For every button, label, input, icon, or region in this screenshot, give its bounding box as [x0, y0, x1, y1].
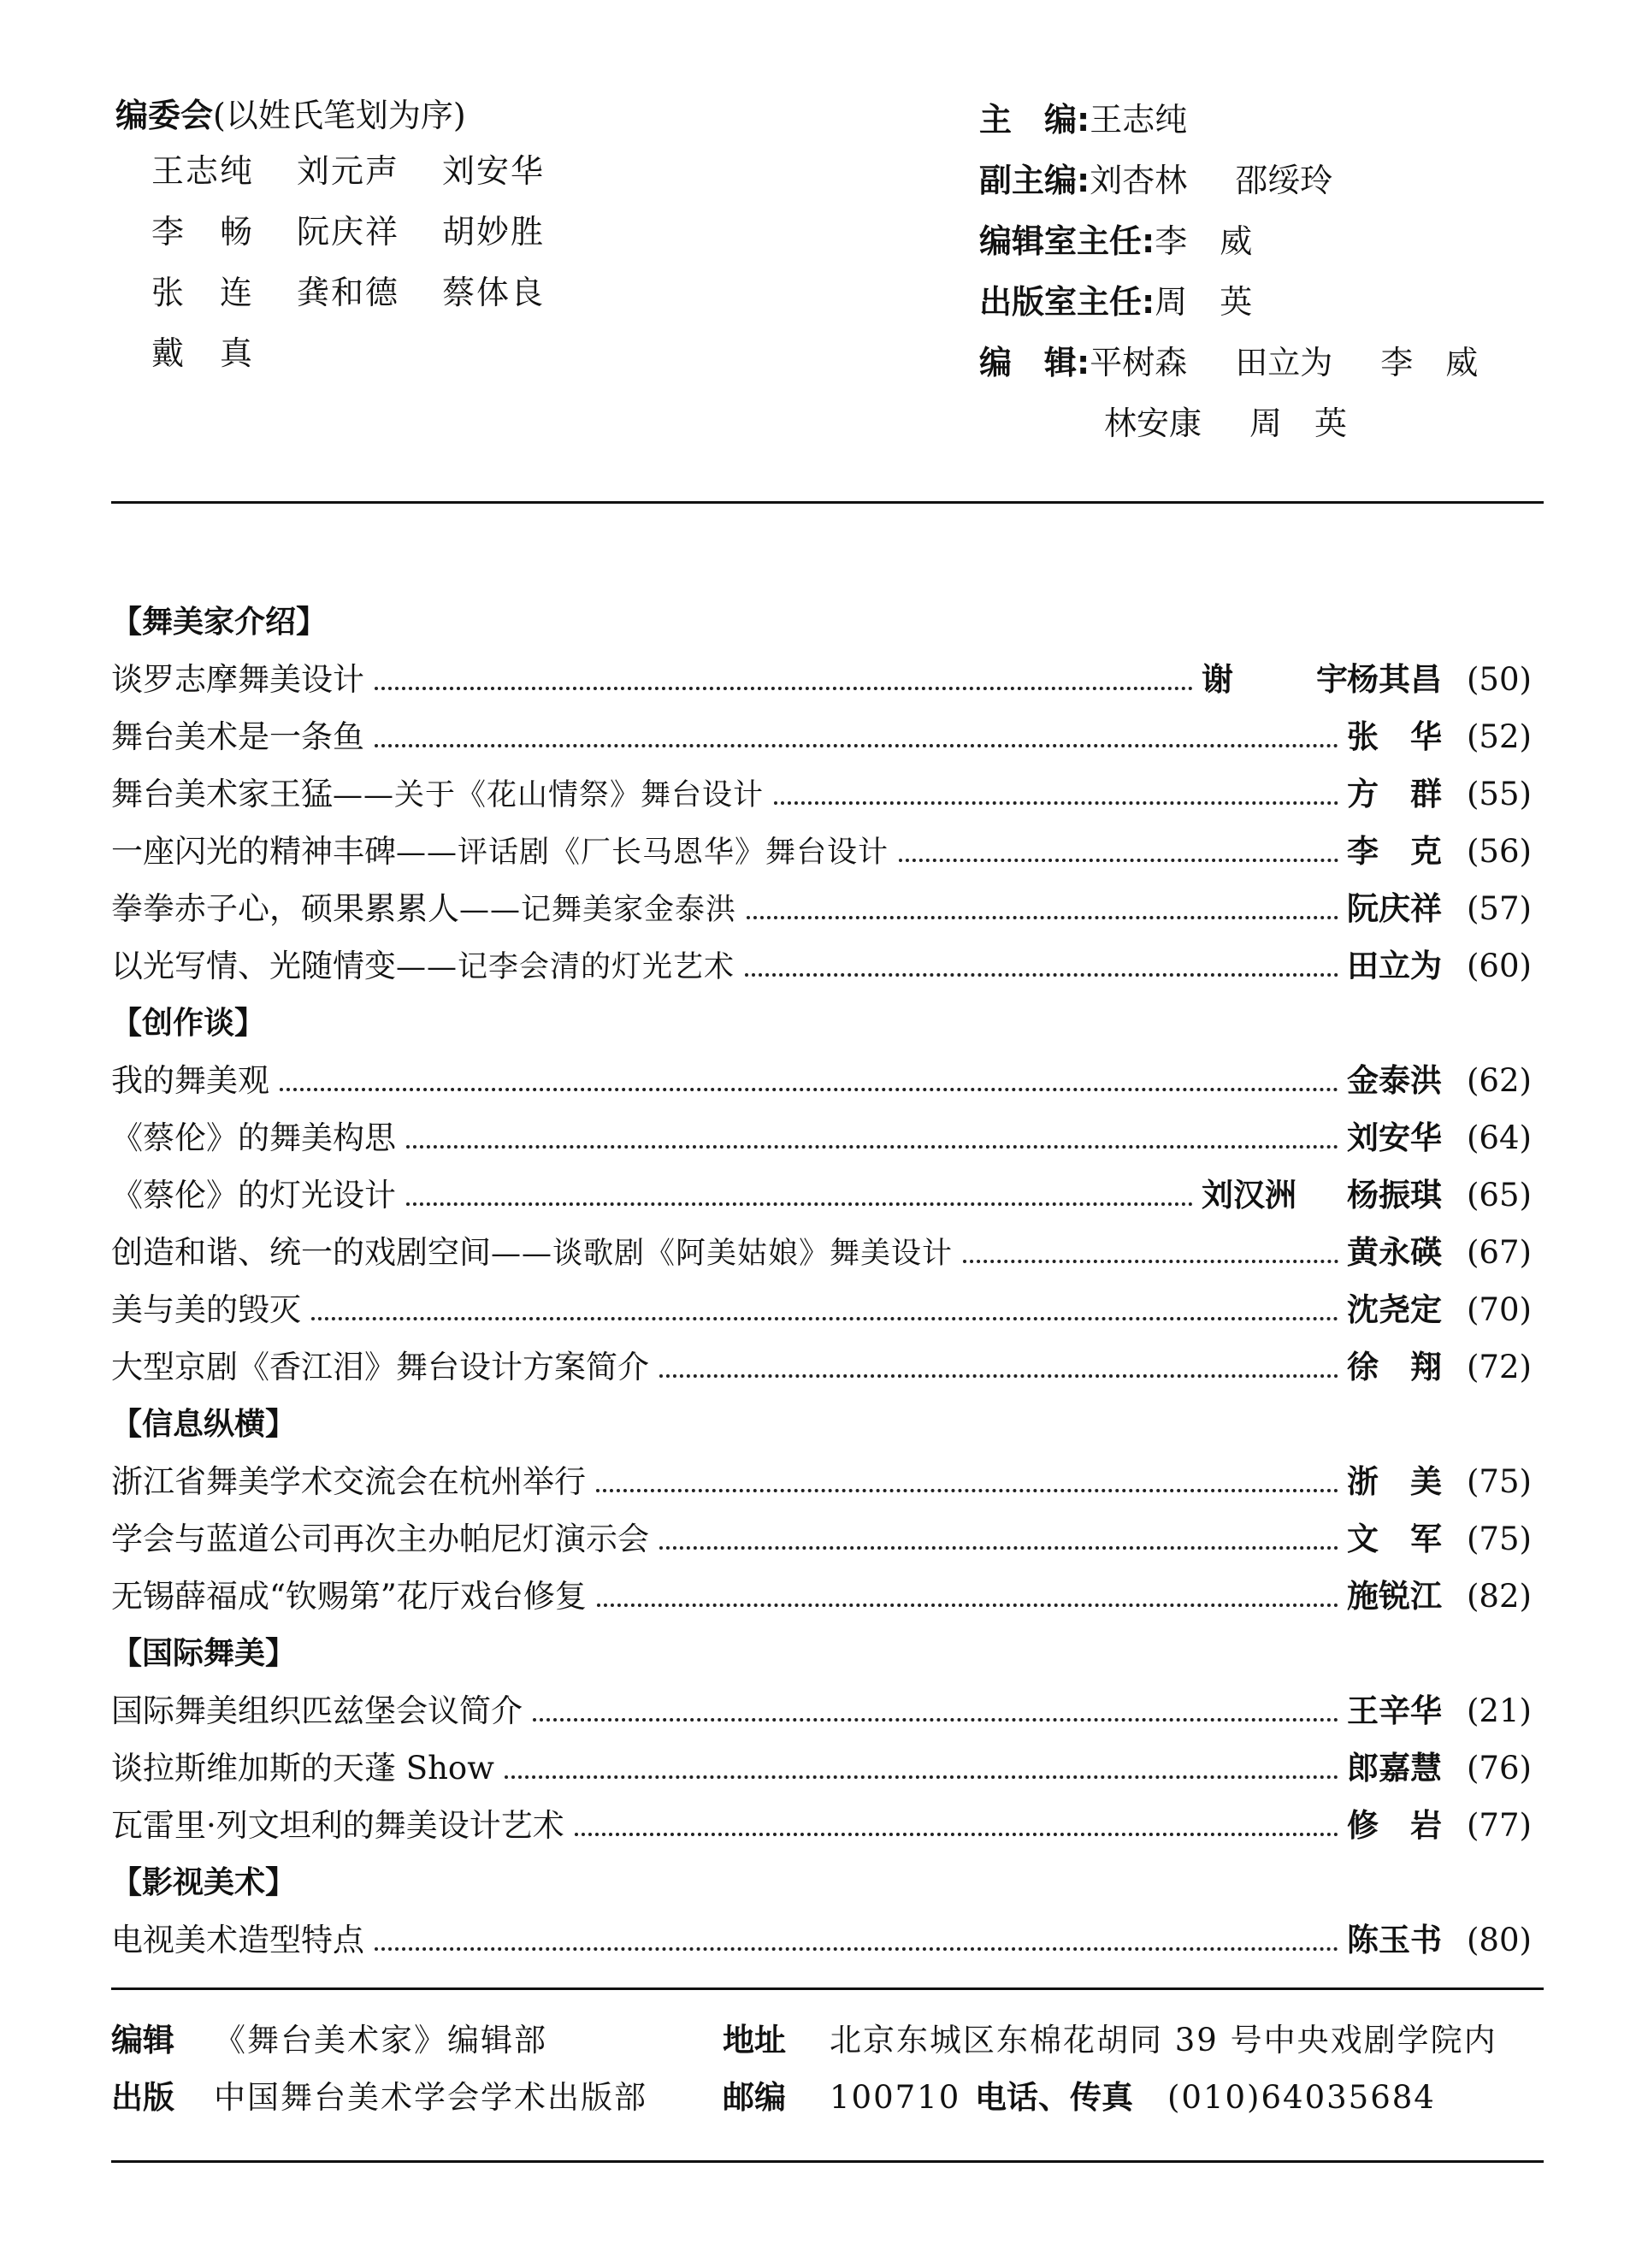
dot-leader — [575, 1833, 1338, 1836]
toc-entry-author: 阮庆祥 — [1347, 890, 1442, 927]
toc-entry-title-group — [111, 1224, 953, 1283]
toc-entry-author: 郎嘉慧 — [1347, 1750, 1442, 1787]
dot-leader — [745, 973, 1338, 977]
dot-leader — [597, 1604, 1338, 1607]
board-member-row — [115, 263, 885, 323]
colophon-row-2 — [111, 2069, 1565, 2126]
table-of-contents — [111, 594, 1544, 1969]
toc-entry-title-group — [111, 1453, 586, 1510]
toc-entry — [111, 823, 1544, 880]
toc-entry-page: (52) — [1467, 718, 1532, 755]
toc-entry-page: (75) — [1467, 1463, 1532, 1500]
toc-entry-author: 王辛华 — [1347, 1692, 1442, 1729]
toc-entry-coauthor: 谢 宇 — [1202, 661, 1373, 698]
toc-entry-subtitle: ——记李会清的灯光艺术 — [396, 950, 735, 984]
toc-entry — [111, 880, 1544, 937]
toc-entry — [111, 765, 1544, 823]
toc-entry-title-group — [111, 1568, 587, 1625]
toc-entry-title-group — [111, 708, 364, 765]
toc-entry-title: 美与美的毁灭 — [111, 1291, 301, 1328]
toc-entry-title: 电视美术造型特点 — [111, 1922, 364, 1958]
toc-entry-page: (80) — [1467, 1922, 1532, 1958]
toc-entry-page: (57) — [1467, 890, 1532, 927]
publisher-label: 出版 — [111, 2079, 174, 2116]
toc-entry-page: (65) — [1467, 1177, 1532, 1214]
toc-entry-subtitle: ——记舞美家金泰洪 — [459, 893, 737, 927]
toc-entry-title-group — [111, 937, 735, 996]
dot-leader — [899, 859, 1338, 862]
board-member-row — [115, 141, 885, 202]
toc-entry-title: 谈罗志摩舞美设计 — [111, 661, 364, 698]
toc-entry-author: 修 岩 — [1347, 1807, 1442, 1844]
dot-leader — [659, 1374, 1338, 1378]
toc-entry-title-group — [111, 651, 364, 708]
dot-leader — [596, 1489, 1338, 1492]
toc-entry-title: 《蔡伦》的灯光设计 — [111, 1177, 396, 1214]
toc-entry-author: 杨振琪 — [1347, 1177, 1442, 1214]
toc-entry-title: 无锡薛福成“钦赐第”花厅戏台修复 — [111, 1578, 587, 1615]
board-member: 王志纯 — [151, 152, 255, 190]
toc-section-heading: 【国际舞美】 — [111, 1636, 297, 1671]
toc-entry — [111, 1510, 1544, 1568]
editorial-board-heading — [115, 90, 885, 141]
toc-entry — [111, 1739, 1544, 1797]
toc-entry-title-group — [111, 1510, 649, 1568]
toc-entry-author: 陈玉书 — [1347, 1922, 1442, 1958]
toc-entry-page: (82) — [1467, 1578, 1532, 1615]
toc-entry-author: 方 群 — [1347, 776, 1442, 812]
toc-entry-title-group — [111, 1052, 269, 1109]
toc-entry-page: (56) — [1467, 833, 1532, 870]
toc-entry-title: 一座闪光的精神丰碑 — [111, 833, 396, 870]
toc-entry-author: 黄永碤 — [1347, 1234, 1442, 1271]
board-member: 戴 真 — [151, 334, 255, 372]
dot-leader — [659, 1546, 1338, 1550]
dot-leader — [375, 744, 1338, 747]
toc-entry — [111, 1453, 1544, 1510]
staff-list — [979, 90, 1595, 454]
toc-entry-page: (62) — [1467, 1062, 1532, 1099]
phone-value: (010)64035684 — [1167, 2079, 1436, 2116]
chief-editor-name: 王志纯 — [1090, 101, 1188, 139]
editorial-office-director-row: 编辑室主任 : 李 威 — [979, 211, 1595, 272]
address-label: 地址 — [723, 2022, 786, 2058]
toc-entry-title-group — [111, 823, 889, 882]
toc-entry-title: 瓦雷里·列文坦利的舞美设计艺术 — [111, 1807, 564, 1844]
chief-editor-row: 主 编 : 王志纯 — [979, 90, 1595, 151]
board-member: 刘安华 — [442, 152, 546, 190]
toc-entry-author: 张 华 — [1347, 718, 1442, 755]
toc-entry-page: (50) — [1467, 661, 1532, 698]
toc-entry-title-group — [111, 1109, 396, 1166]
editor-value: 《舞台美术家》编辑部 — [214, 2022, 547, 2058]
toc-section-heading: 【信息纵横】 — [111, 1407, 297, 1442]
toc-entry-page: (75) — [1467, 1521, 1532, 1557]
toc-entry — [111, 708, 1544, 765]
board-member: 刘元声 — [297, 152, 400, 190]
toc-entry-title: 大型京剧《香江泪》舞台设计方案简介 — [111, 1349, 649, 1385]
toc-entry-title: 以光写情、光随情变 — [111, 948, 396, 984]
editorial-office-director-role: 编辑室主任 — [979, 222, 1143, 260]
toc-entry-title-group — [111, 1166, 396, 1224]
toc-entry — [111, 1224, 1544, 1281]
board-member: 龚和德 — [297, 274, 400, 311]
toc-entry-page: (60) — [1467, 948, 1532, 984]
publisher-value: 中国舞台美术学会学术出版部 — [214, 2079, 647, 2116]
publishing-office-director-row: 出版室主任 : 周 英 — [979, 272, 1595, 333]
toc-entry-title: 我的舞美观 — [111, 1062, 269, 1099]
editors-row: 编 辑 : 平树森 田立为 李 威 — [979, 333, 1595, 393]
toc-entry-page: (77) — [1467, 1807, 1532, 1844]
toc-entry-title-group — [111, 1682, 523, 1739]
postcode-value: 100710 — [830, 2079, 961, 2116]
editorial-board-title: 编委会 — [115, 97, 214, 134]
toc-entry-title: 舞台美术家王猛 — [111, 776, 333, 812]
toc-entry-title: 谈拉斯维加斯的天蓬 Show — [111, 1750, 494, 1787]
toc-entry — [111, 1109, 1544, 1166]
toc-entry-author: 施锐江 — [1347, 1578, 1442, 1615]
toc-entry-title-group — [111, 1911, 364, 1969]
toc-section-heading: 【舞美家介绍】 — [111, 605, 328, 640]
deputy-chief-editor-role: 副主编 — [979, 162, 1078, 199]
chief-editor-role: 主 编 — [979, 101, 1078, 139]
toc-entry — [111, 1052, 1544, 1109]
toc-entry — [111, 1281, 1544, 1338]
editor-name: 林安康 — [1104, 405, 1202, 442]
toc-entry-subtitle: ——关于《花山情祭》舞台设计 — [333, 778, 765, 812]
phone-label: 电话、传真 — [975, 2079, 1133, 2116]
publishing-office-director-name: 周 英 — [1155, 283, 1253, 321]
toc-entry-author: 李 克 — [1347, 833, 1442, 870]
toc-entry-page: (21) — [1467, 1692, 1532, 1729]
toc-entry-title: 国际舞美组织匹兹堡会议简介 — [111, 1692, 523, 1729]
toc-entry-title: 舞台美术是一条鱼 — [111, 718, 364, 755]
toc-entry-subtitle: ——评话剧《厂长马恩华》舞台设计 — [396, 836, 889, 870]
toc-section-heading: 【影视美术】 — [111, 1865, 297, 1900]
dot-leader — [533, 1718, 1338, 1722]
deputy-chief-editor-name: 邵绥玲 — [1235, 162, 1333, 199]
dot-leader — [963, 1260, 1338, 1263]
editor-name: 田立为 — [1235, 344, 1333, 381]
toc-entry — [111, 1338, 1544, 1396]
toc-entry-title: 浙江省舞美学术交流会在杭州举行 — [111, 1463, 586, 1500]
address-value: 北京东城区东棉花胡同 39 号中央戏剧学院内 — [830, 2022, 1497, 2058]
toc-entry-subtitle: ——谈歌剧《阿美姑娘》舞美设计 — [491, 1237, 954, 1271]
colophon — [111, 2011, 1565, 2126]
toc-entry-title-group — [111, 1281, 301, 1338]
editor-label: 编辑 — [111, 2022, 174, 2058]
toc-entry-page: (64) — [1467, 1119, 1532, 1156]
editor-name: 周 英 — [1249, 405, 1348, 442]
deputy-chief-editor-name: 刘杏林 — [1090, 162, 1188, 199]
toc-section-heading: 【创作谈】 — [111, 1006, 266, 1041]
toc-entry-coauthor: 刘汉洲 — [1202, 1177, 1296, 1214]
dot-leader — [406, 1145, 1338, 1149]
toc-entry — [111, 1166, 1544, 1224]
dot-leader — [311, 1317, 1338, 1320]
board-member: 张 连 — [151, 274, 255, 311]
editor-name: 平树森 — [1090, 344, 1188, 381]
board-member: 阮庆祥 — [297, 213, 400, 251]
toc-entry — [111, 1911, 1544, 1969]
dot-leader — [375, 1947, 1338, 1951]
toc-entry-title: 学会与蓝道公司再次主办帕尼灯演示会 — [111, 1521, 649, 1557]
toc-entry-title-group — [111, 1739, 494, 1797]
dot-leader — [747, 916, 1338, 919]
editors-row-continued — [979, 393, 1595, 454]
dot-leader — [280, 1088, 1338, 1091]
toc-entry-page: (67) — [1467, 1234, 1532, 1271]
toc-entry-title-group — [111, 1797, 564, 1854]
dot-leader — [774, 801, 1338, 805]
masthead-divider — [111, 501, 1544, 504]
colophon-bottom-divider — [111, 2160, 1544, 2163]
board-member-row — [115, 323, 885, 384]
toc-entry — [111, 1568, 1544, 1625]
toc-entry-author: 文 军 — [1347, 1521, 1442, 1557]
deputy-chief-editor-row: 副主编 : 刘杏林 邵绥玲 — [979, 151, 1595, 211]
toc-entry-title: 拳拳赤子心，硕果累累人 — [111, 890, 459, 927]
toc-entry-author: 沈尧定 — [1347, 1291, 1442, 1328]
toc-entry — [111, 937, 1544, 995]
toc-entry-title-group — [111, 1338, 649, 1396]
publishing-office-director-role: 出版室主任 — [979, 283, 1143, 321]
colophon-row-1 — [111, 2011, 1565, 2069]
editorial-office-director-name: 李 威 — [1155, 222, 1253, 260]
toc-entry — [111, 1797, 1544, 1854]
board-member: 蔡体良 — [442, 274, 546, 311]
toc-entry-title: 创造和谐、统一的戏剧空间 — [111, 1234, 491, 1271]
editors-role: 编 辑 — [979, 344, 1078, 381]
toc-entry-page: (72) — [1467, 1349, 1532, 1385]
toc-entry-title: 《蔡伦》的舞美构思 — [111, 1119, 396, 1156]
toc-entry — [111, 651, 1544, 708]
toc-entry-author: 杨其昌 — [1347, 661, 1442, 698]
board-member-row — [115, 202, 885, 263]
editor-name: 李 威 — [1380, 344, 1479, 381]
toc-entry-title-group — [111, 880, 736, 939]
postcode-label: 邮编 — [723, 2079, 786, 2116]
editorial-board-note: (以姓氏笔划为序) — [213, 97, 466, 134]
colophon-top-divider — [111, 1987, 1544, 1990]
toc-entry-page: (76) — [1467, 1750, 1532, 1787]
toc-entry-page: (70) — [1467, 1291, 1532, 1328]
board-member: 胡妙胜 — [442, 213, 546, 251]
toc-entry-author: 浙 美 — [1347, 1463, 1442, 1500]
toc-entry-author: 田立为 — [1347, 948, 1442, 984]
toc-entry-author: 刘安华 — [1347, 1119, 1442, 1156]
toc-entry-author: 徐 翔 — [1347, 1349, 1442, 1385]
dot-leader — [375, 687, 1193, 690]
toc-entry — [111, 1682, 1544, 1739]
toc-entry-title-group — [111, 765, 764, 824]
toc-entry-page: (55) — [1467, 776, 1532, 812]
board-member: 李 畅 — [151, 213, 255, 251]
toc-entry-author: 金泰洪 — [1347, 1062, 1442, 1099]
dot-leader — [505, 1775, 1338, 1779]
editorial-board — [115, 90, 885, 384]
dot-leader — [406, 1202, 1193, 1206]
